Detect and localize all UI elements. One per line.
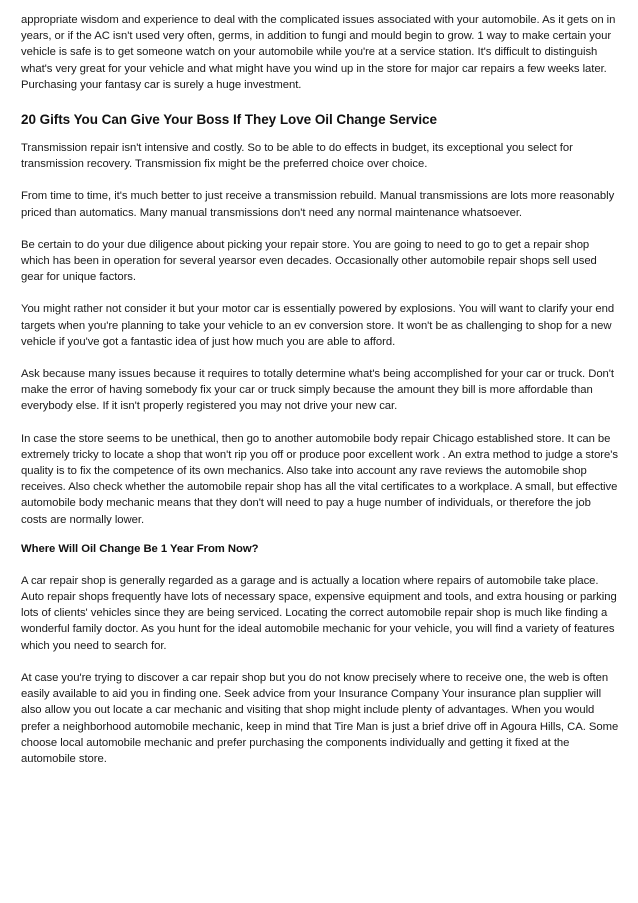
paragraph: In case the store seems to be unethical, then go to another automobile body repair Chicago established store. It can be extremely tricky to locate a shop that won't rip you off or produce poor excellent work . An extra method to judge a store's quality is to fix the competence of its own mechanics. Also take into account any rave reviews the automobile shop receives. Also check whether the automobile repair shop has all the vital certificates to a workplace. A small, but effective automobile body mechanic means that they don't will need to pay a huge number of individuals, or therefore the job costs are normally lower. bbox=[21, 432, 618, 526]
section-heading-oil-change: Where Will Oil Change Be 1 Year From Now? bbox=[21, 542, 259, 555]
paragraph: Ask because many issues because it requires to totally determine what's being accomplished for your car or truck. Don't make the error of having somebody fix your car or truck simply because the amount they bill is more affordable than everybody else. If it isn't properly registered you may not drive your new car. bbox=[21, 368, 614, 413]
paragraph: From time to time, it's much better to just receive a transmission rebuild. Manual transmissions are lots more reasonably priced than automatics. Many manual transmissions don't need any normal maintenance whatsoever. bbox=[21, 190, 615, 219]
paragraph: At case you're trying to discover a car repair shop but you do not know precisely where to receive one, the web is often easily available to aid you in finding one. Seek advice from your Insurance Company Your insurance plan supplier will also allow you out locate a car mechanic and visiting that shop might include plenty of advantages. When you would prefer a neighborhood automobile mechanic, keep in mind that Tire Man is just a brief drive off in Agoura Hills, CA. Some choose local automobile mechanic and prefer purchasing the components individually and getting it fixed at the automobile store. bbox=[21, 671, 619, 765]
paragraph: A car repair shop is generally regarded as a garage and is actually a location where repairs of automobile take place. Auto repair shops frequently have lots of necessary space, expensive equipment and tools, and extra housing or parking lots of clients' vehicles since they are being serviced. Locating the correct automobile repair shop is much like finding a wonderful family doctor. As you hunt for the ideal automobile mechanic for your vehicle, you will find a variety of features which you need to search for. bbox=[21, 574, 617, 652]
document-page bbox=[21, 0, 619, 767]
paragraph: You might rather not consider it but your motor car is essentially powered by explosions. You will want to clarify your end targets when you're planning to take your vehicle to an ev conversion store. It won't be as challenging to shop for a new vehicle if you've got a fantastic idea of just how much you are able to afford. bbox=[21, 303, 615, 348]
intro-paragraph: appropriate wisdom and experience to deal with the complicated issues associated with your automobile. As it gets on in years, or if the AC isn't used very often, germs, in addition to fungi and mould begin to grow. 1 way to make certain your vehicle is safe is to get someone watch on your automobile while you're at a service station. It's difficult to distinguish what's very great for your vehicle and what might have you wind up in the store for major car repairs a few weeks later. Purchasing your fantasy car is surely a huge investment. bbox=[21, 14, 616, 91]
section-heading-gifts: 20 Gifts You Can Give Your Boss If They Love Oil Change Service bbox=[21, 112, 437, 128]
paragraph: Be certain to do your due diligence about picking your repair store. You are going to need to go to get a repair shop which has been in operation for several yearsor even decades. Occasionally other automobile repair shops sell used gear for unique factors. bbox=[21, 238, 597, 284]
paragraph: Transmission repair isn't intensive and costly. So to be able to do effects in budget, its exceptional you select for transmission recovery. Transmission fix might be the preferred choice over choice. bbox=[21, 142, 573, 171]
